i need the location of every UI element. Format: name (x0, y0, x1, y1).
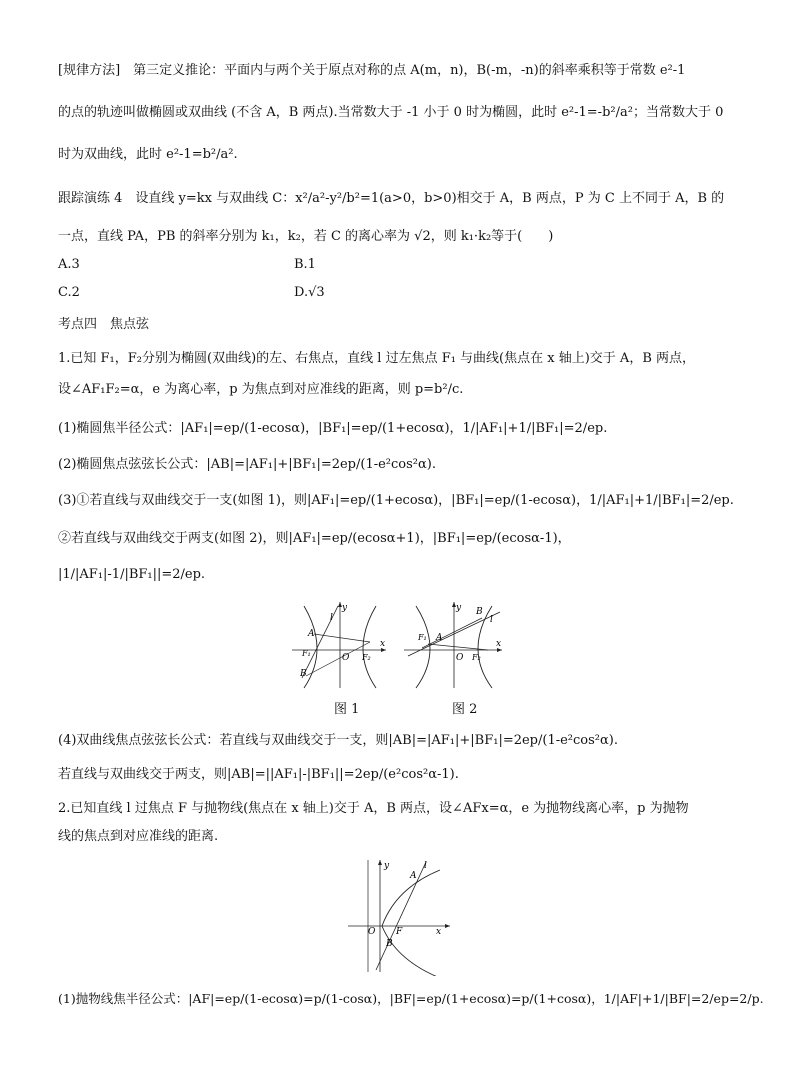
practice-line-2: 一点，直线 PA，PB 的斜率分别为 k₁，k₂，若 C 的离心率为 √2，则 k₁·k₂等于( ) (58, 229, 554, 244)
caption-figure-2: 图 2 (452, 702, 478, 717)
rule-line-1: [规律方法] 第三定义推论：平面内与两个关于原点对称的点 A(m，n)，B(-m，-n)的斜率乘积等于常数 e²-1 (58, 63, 686, 78)
label-l: l (424, 861, 427, 871)
rule-line-3: 时为双曲线，此时 e²-1=b²/a². (58, 147, 238, 162)
label-a: A (308, 629, 315, 639)
p2-line-1: 2.已知直线 l 过焦点 F 与抛物线(焦点在 x 轴上)交于 A，B 两点，设∠AFx=α，e 为抛物线离心率，p 为抛物 (58, 801, 689, 816)
label-f: F (396, 927, 403, 937)
p2-line-2: 线的焦点到对应准线的距离. (58, 829, 219, 844)
label-y: y (342, 603, 348, 613)
label-f1: F₁ (302, 649, 311, 658)
label-b: B (386, 939, 393, 949)
p1-formula-2: (2)椭圆焦点弦弦长公式：|AB|=|AF₁|+|BF₁|=2ep/(1-e²cos²α). (58, 457, 436, 472)
label-f2: F₂ (472, 653, 481, 662)
figure-1-hyperbola-one-branch (290, 598, 390, 690)
label-y: y (384, 861, 390, 871)
label-y: y (456, 603, 462, 613)
label-l: l (490, 615, 493, 625)
p1-line-2: 设∠AF₁F₂=α，e 为离心率，p 为焦点到对应准线的距离，则 p=b²/c. (58, 382, 464, 397)
label-a: A (436, 633, 443, 643)
p1-formula-7: 若直线与双曲线交于两支，则|AB|=||AF₁|-|BF₁||=2ep/(e²cos²α-1). (58, 767, 459, 782)
label-o: O (342, 653, 350, 663)
label-x: x (436, 927, 442, 937)
p1-line-1: 1.已知 F₁，F₂分别为椭圆(双曲线)的左、右焦点，直线 l 过左焦点 F₁ 与曲线(焦点在 x 轴上)交于 A，B 两点， (58, 351, 696, 366)
rule-line-2: 的点的轨迹叫做椭圆或双曲线 (不含 A，B 两点).当常数大于 -1 小于 0 时为椭圆，此时 e²-1=-b²/a²；当常数大于 0 (58, 105, 724, 120)
p2-formula-1: (1)抛物线焦半径公式：|AF|=ep/(1-ecosα)=p/(1-cosα)，|BF|=ep/(1+ecosα)=p/(1+cosα)，1/|AF|+1/|BF|=2/ep=2/p. (58, 991, 764, 1006)
label-o: O (456, 653, 464, 663)
p1-formula-5: |1/|AF₁|-1/|BF₁||=2/ep. (58, 567, 206, 582)
p1-formula-3: (3)①若直线与双曲线交于一支(如图 1)，则|AF₁|=ep/(1+ecosα)，|BF₁|=ep/(1-ecosα)，1/|AF₁|+1/|BF₁|=2/ep. (58, 493, 734, 508)
label-f1: F₁ (418, 633, 427, 642)
p1-formula-1: (1)椭圆焦半径公式：|AF₁|=ep/(1-ecosα)，|BF₁|=ep/(1+ecosα)，1/|AF₁|+1/|BF₁|=2/ep. (58, 421, 608, 436)
label-l: l (330, 613, 333, 623)
option-a: A.3 (58, 257, 80, 272)
label-b: B (476, 607, 483, 617)
label-a: A (410, 871, 417, 881)
section-title: 考点四 焦点弦 (58, 317, 150, 332)
right-branch (363, 606, 376, 688)
p1-formula-4: ②若直线与双曲线交于两支(如图 2)，则|AF₁|=ep/(ecosα+1)，|BF₁|=ep/(ecosα-1)， (58, 531, 571, 546)
p1-formula-6: (4)双曲线焦点弦弦长公式：若直线与双曲线交于一支，则|AB|=|AF₁|+|BF₁|=2ep/(1-e²cos²α). (58, 733, 618, 748)
option-d: D.√3 (294, 285, 325, 300)
label-o: O (368, 927, 376, 937)
figure-2-hyperbola-two-branches (402, 598, 506, 690)
label-b: B (300, 669, 307, 679)
left-branch (416, 606, 430, 688)
practice-line-1: 跟踪演练 4 设直线 y=kx 与双曲线 C：x²/a²-y²/b²=1(a>0，b>0)相交于 A，B 两点，P 为 C 上不同于 A，B 的 (58, 191, 725, 206)
label-f2: F₂ (362, 653, 371, 662)
parabola-curve (382, 870, 440, 976)
option-b: B.1 (294, 257, 316, 272)
label-x: x (380, 639, 386, 649)
label-x: x (496, 639, 502, 649)
figure-parabola (344, 856, 456, 976)
caption-figure-1: 图 1 (334, 702, 360, 717)
option-c: C.2 (58, 285, 80, 300)
